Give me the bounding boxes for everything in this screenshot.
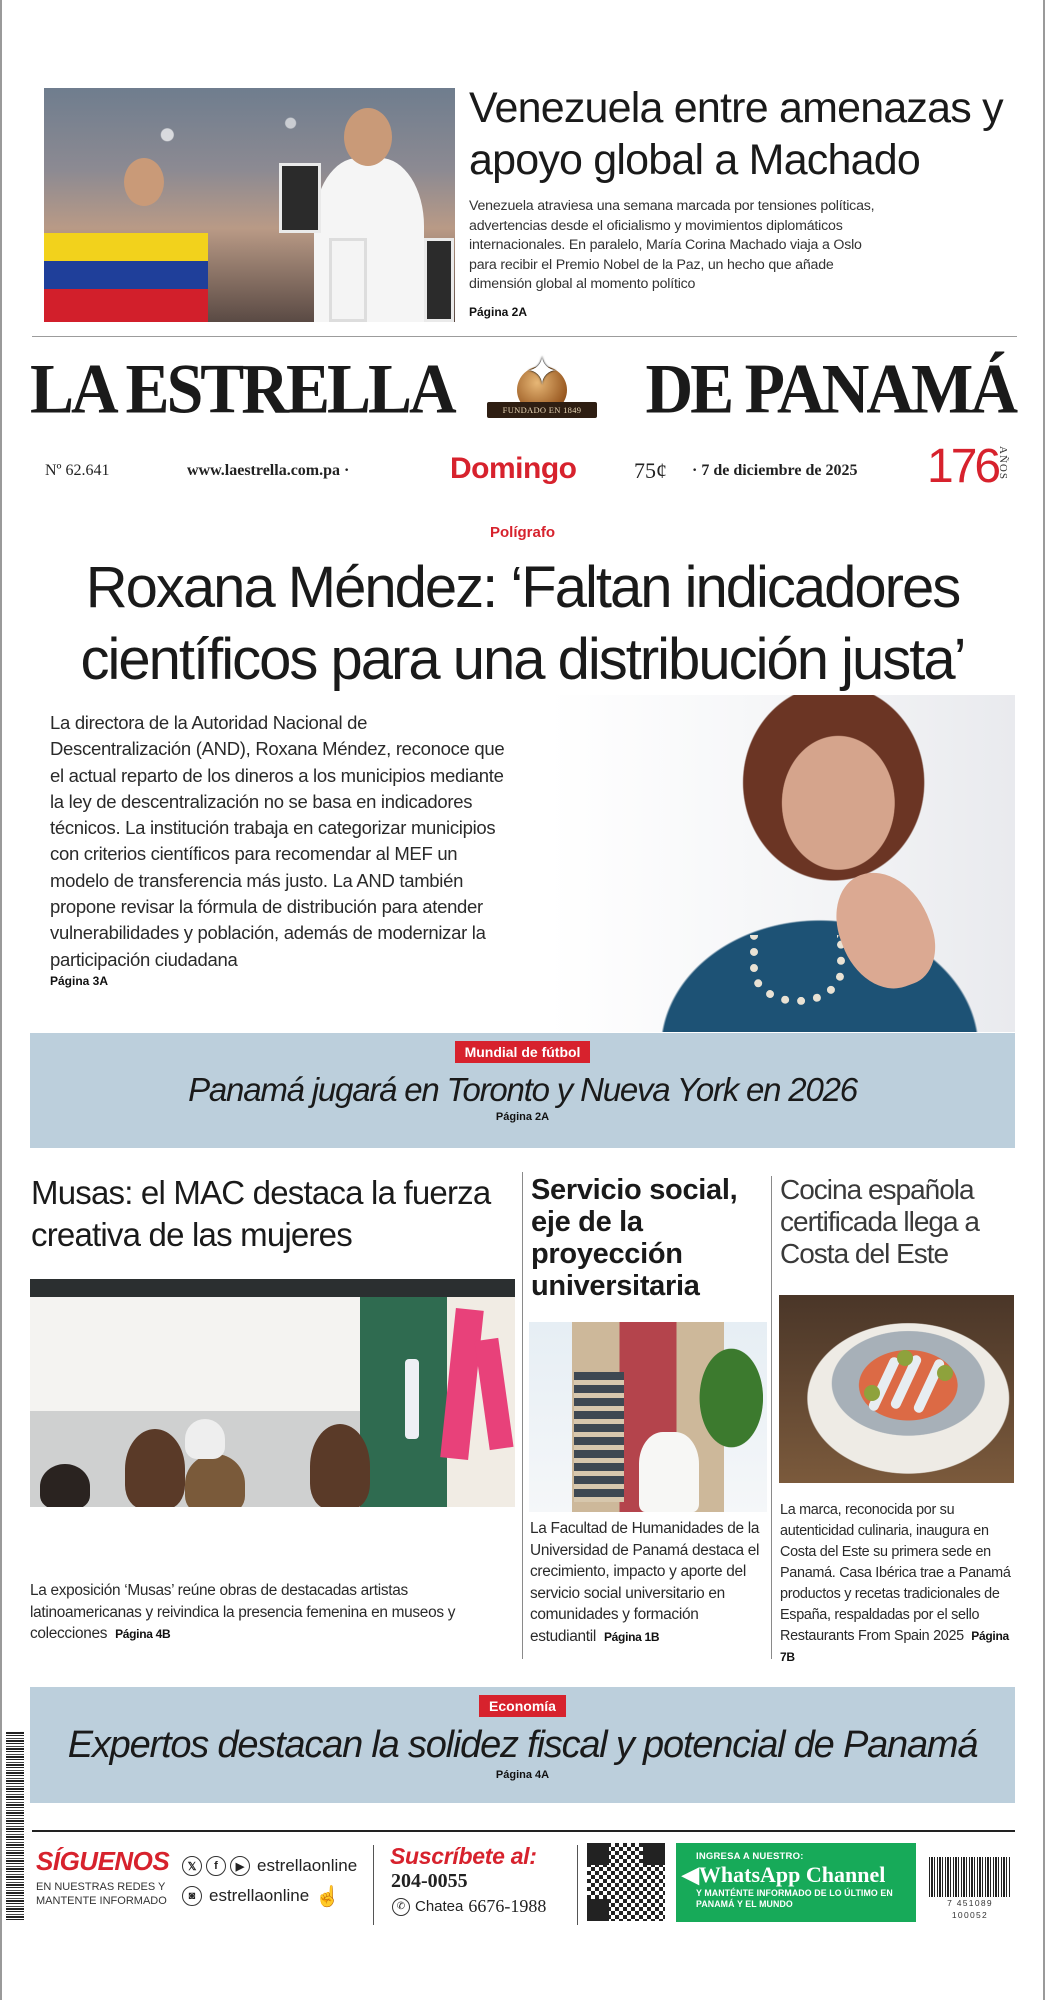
footer-divider-vertical <box>373 1845 374 1925</box>
footer-divider <box>32 1830 1015 1832</box>
statue <box>639 1432 699 1512</box>
edition-date: · 7 de diciembre de 2025 <box>692 462 858 479</box>
teaser-headline[interactable]: Venezuela entre amenazas y apoyo global a Machado <box>469 84 1003 184</box>
footer-divider-vertical <box>577 1845 578 1925</box>
star-globe-icon <box>487 348 597 428</box>
star-icon: ✦ <box>526 351 558 393</box>
photo-olive <box>864 1385 880 1401</box>
column-divider <box>522 1172 523 1659</box>
cocina-headline[interactable]: Cocina española certificada llega a Costa del Este <box>780 1174 979 1269</box>
follow-subtitle: EN NUESTRAS REDES Y MANTENTE INFORMADO <box>36 1881 167 1907</box>
ean-barcode <box>929 1857 1011 1920</box>
roxana-mendez-photo[interactable] <box>550 695 1015 1032</box>
building-windows <box>574 1372 624 1502</box>
x-icon[interactable]: 𝕏 <box>182 1856 202 1876</box>
economia-banner[interactable] <box>30 1687 1015 1803</box>
musas-summary <box>30 1580 520 1646</box>
photo-sign <box>424 238 454 322</box>
whatsapp-sub: Y MANTÉNTE INFORMADO DE LO ÚLTIMO EN PANAMÁ Y EL MUNDO <box>696 1888 893 1909</box>
social-handle[interactable]: estrellaonline <box>209 1886 310 1905</box>
whatsapp-icon: ✆ <box>392 1898 410 1916</box>
banner-page-ref: Página 4A <box>495 1769 550 1781</box>
anniversary-years: 176 <box>927 440 999 493</box>
youtube-icon[interactable]: ▶ <box>230 1856 250 1876</box>
banner-page-ref: Página 2A <box>495 1111 550 1123</box>
edition-day: Domingo <box>450 452 577 485</box>
cocina-dish-photo[interactable] <box>779 1295 1014 1483</box>
anniversary-label: AÑOS <box>997 446 1009 480</box>
photo-olive <box>937 1365 953 1381</box>
main-story-summary: La directora de la Autoridad Nacional de Descentralización (AND), Roxana Méndez, reconoce que el actual reparto de los dineros a los municipios mediante la ley de descentralización no se basa en indicadores técnicos. La institución trabaja en categorizar municipios con criterios científicos para recomendar al MEF un modelo de transferencia más justo. La AND también propone revisar la fórmula de distribución para atender vulnerabilidades y población, además de modernizar la participación ciudadana <box>50 712 505 970</box>
servicio-headline[interactable]: Servicio social, eje de la proyección universitaria <box>531 1174 738 1302</box>
banner-headline: Panamá jugará en Toronto y Nueva York en 2026 <box>188 1071 857 1108</box>
musas-headline[interactable]: Musas: el MAC destaca la fuerza creativa de las mujeres <box>31 1174 491 1253</box>
barcode-number: 7 451089 100052 <box>947 1898 993 1920</box>
chat-label: Chatea <box>415 1898 464 1915</box>
price: 75¢ <box>634 458 667 483</box>
whatsapp-channel-box[interactable] <box>676 1843 916 1922</box>
servicio-summary <box>530 1518 770 1648</box>
follow-title: SÍGUENOS <box>36 1846 170 1876</box>
photo-olive <box>897 1350 913 1366</box>
photo-person <box>185 1419 225 1459</box>
venezuela-protest-photo[interactable] <box>44 88 455 322</box>
issue-number: Nº 62.641 <box>45 462 110 479</box>
summary-text: La marca, reconocida por su autenticidad culinaria, inaugura en Costa del Este su primera sede en Panamá. Casa Ibérica trae a Panamá productos y recetas tradicionales de España, respaldadas por el sello Restaurants From Spain 2025 <box>780 1502 1011 1644</box>
chat-number: 6676-1988 <box>468 1896 547 1916</box>
barcode-bars <box>929 1857 1011 1897</box>
main-story-headline[interactable]: Roxana Méndez: ‘Faltan indicadores científicos para una distribución justa’ <box>80 555 965 692</box>
chat-line[interactable] <box>392 1896 546 1917</box>
mundial-banner[interactable] <box>30 1033 1015 1148</box>
teaser-page-ref: Página 2A <box>469 305 528 319</box>
photo-person <box>40 1464 90 1507</box>
photo-necklace <box>750 935 845 1005</box>
section-tag: Economía <box>479 1695 566 1717</box>
arrow-left-icon: ◀ <box>682 1862 699 1887</box>
photo-face <box>344 108 392 166</box>
section-tag: Mundial de fútbol <box>455 1041 591 1063</box>
photo-face <box>124 158 164 206</box>
musas-exhibition-photo[interactable] <box>30 1279 515 1507</box>
teaser-summary: Venezuela atraviesa una semana marcada por tensiones políticas, advertencias desde el oficialismo y movimientos diplomáticos internacionales. En paralelo, María Corina Machado viaja a Oslo para recibir el Premio Nobel de la Paz, un hecho que añade dimensión global al momento político <box>469 198 875 293</box>
pointer-hand-icon: ☝ <box>315 1885 341 1908</box>
artwork <box>474 1338 513 1450</box>
artwork <box>440 1308 484 1460</box>
photo-sign <box>329 238 367 322</box>
masthead-logo[interactable] <box>30 349 1015 429</box>
whatsapp-title <box>682 1862 916 1888</box>
cocina-page-ref: Página 7B <box>780 1629 1009 1664</box>
photo-sign <box>279 163 321 233</box>
photo-speaker <box>405 1359 419 1439</box>
banner-headline: Expertos destacan la solidez fiscal y potencial de Panamá <box>67 1724 978 1766</box>
main-story-page-ref: Página 3A <box>50 974 109 988</box>
whatsapp-pre: INGRESA A NUESTRO: <box>696 1851 804 1862</box>
servicio-page-ref: Página 1B <box>603 1629 660 1644</box>
photo-person <box>125 1429 185 1507</box>
subscribe-phone[interactable]: 204-0055 <box>391 1870 468 1892</box>
divider <box>32 336 1017 337</box>
whatsapp-title-text: WhatsApp Channel <box>698 1862 886 1887</box>
cocina-summary <box>780 1500 1020 1668</box>
photo-person <box>310 1424 370 1507</box>
instagram-icon[interactable]: ◙ <box>182 1886 202 1906</box>
column-divider <box>771 1176 772 1659</box>
qr-code[interactable] <box>587 1843 665 1921</box>
founded-ribbon: FUNDADO EN 1849 <box>487 402 597 418</box>
masthead-left-word: LA ESTRELLA <box>30 349 454 429</box>
subscribe-title: Suscríbete al: <box>390 1843 537 1869</box>
universidad-building-photo[interactable] <box>529 1322 767 1512</box>
main-story-kicker: Polígrafo <box>489 524 555 541</box>
masthead-right-word: DE PANAMÁ <box>645 349 1015 429</box>
side-barcode <box>6 1732 24 1922</box>
social-row-primary <box>182 1855 357 1877</box>
summary-text: La exposición ‘Musas’ reúne obras de destacadas artistas latinoamericanas y reivindica la presencia femenina en museos y colecciones <box>30 1582 456 1642</box>
social-row-secondary <box>182 1885 340 1907</box>
edition-info-line <box>30 440 1015 493</box>
musas-page-ref: Página 4B <box>115 1627 171 1641</box>
social-handle[interactable]: estrellaonline <box>257 1856 358 1875</box>
facebook-icon[interactable]: f <box>206 1856 226 1876</box>
website-link[interactable]: www.laestrella.com.pa · <box>187 462 350 479</box>
photo-person <box>185 1454 245 1507</box>
summary-text: La Facultad de Humanidades de la Universidad de Panamá destaca el crecimiento, impacto y aporte del servicio social universitario en comunidades y formación estudiantil <box>530 1520 760 1645</box>
